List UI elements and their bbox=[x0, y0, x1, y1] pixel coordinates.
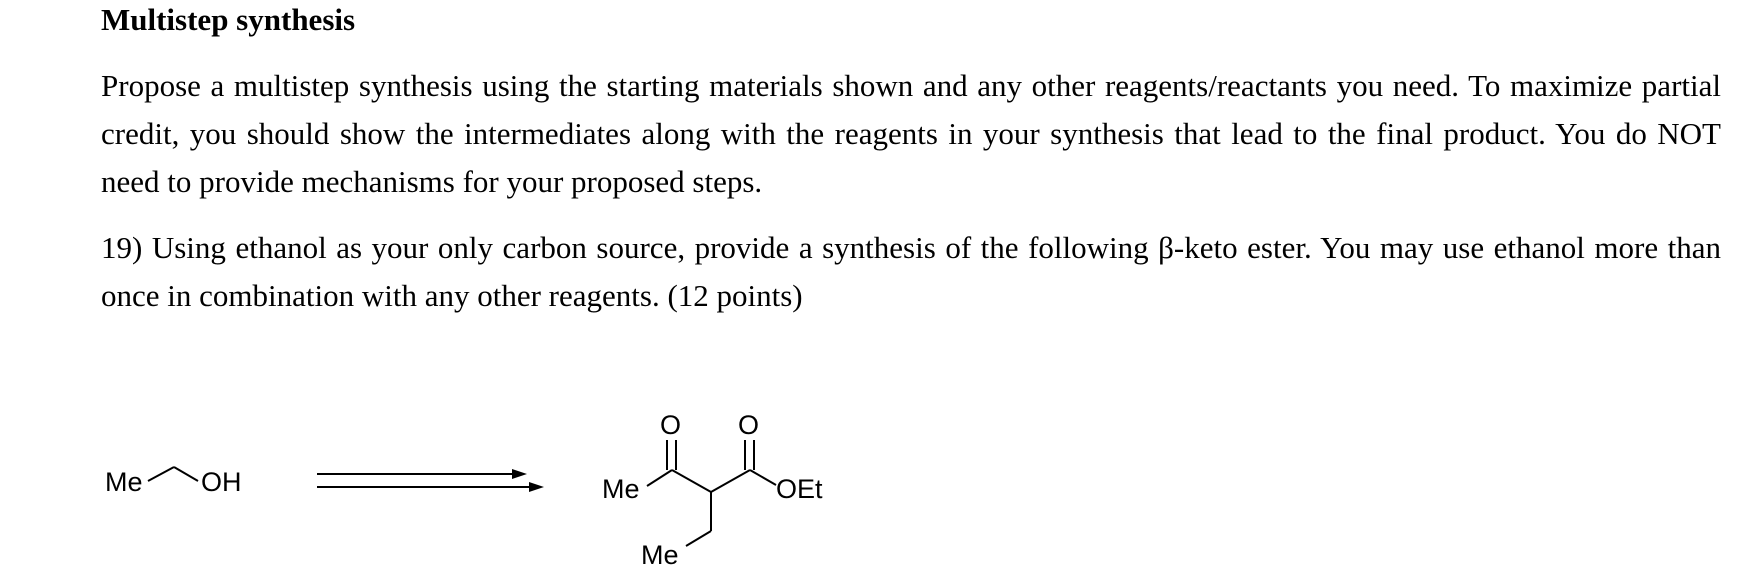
starting-material-ethanol bbox=[105, 467, 242, 497]
product-ketone-me-label: Me bbox=[602, 474, 640, 504]
arrow-head-lower bbox=[529, 482, 544, 492]
bond-carbonyl-alpha bbox=[672, 470, 711, 492]
ethanol-me-label: Me bbox=[105, 467, 143, 497]
product-ester-oxygen-label: O bbox=[738, 410, 760, 440]
ethanol-bond-1 bbox=[148, 467, 174, 481]
ethanol-bond-2 bbox=[174, 467, 198, 481]
product-ketone-oxygen-label: O bbox=[660, 410, 682, 440]
bond-alpha-ester bbox=[711, 470, 750, 492]
question-19-text: 19) Using ethanol as your only carbon source, provide a synthesis of the following β-keto ester. You may use ethanol more than once in combination with any other reagents. (12 points) bbox=[101, 230, 1721, 313]
bond-ch2-me bbox=[686, 531, 711, 546]
arrow-head-upper bbox=[512, 469, 527, 479]
bond-me-carbonyl bbox=[647, 470, 672, 486]
ethanol-oh-label: OH bbox=[201, 467, 242, 497]
instructions-paragraph: Propose a multistep synthesis using the starting materials shown and any other reagents/reactants you need. To maximize partial credit, you should show the intermediates along with the reagents in your synthesis that lead to the final product. You do NOT need to provide mechanisms for your proposed steps. bbox=[101, 68, 1721, 199]
section-heading: Multistep synthesis bbox=[101, 2, 356, 37]
bond-ester-oet bbox=[750, 470, 776, 485]
product-oet-label: OEt bbox=[776, 474, 823, 504]
product-ethyl-me-label: Me bbox=[641, 540, 679, 570]
multistep-arrow bbox=[317, 469, 544, 492]
product-beta-keto-ester bbox=[602, 410, 823, 570]
